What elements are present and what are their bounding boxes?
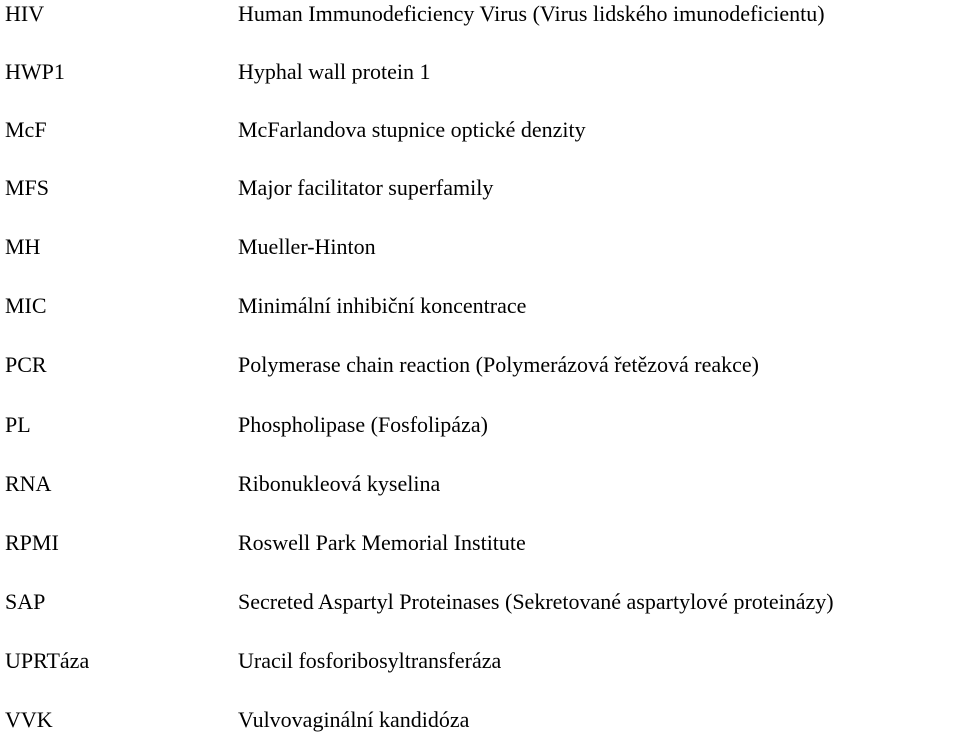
abbreviation-definition: Roswell Park Memorial Institute (238, 530, 526, 555)
abbreviation-term: MIC (5, 293, 47, 318)
abbreviation-definition: Major facilitator superfamily (238, 175, 494, 200)
abbreviation-row (0, 405, 960, 445)
abbreviation-term: PCR (5, 352, 47, 377)
abbreviation-row (0, 52, 960, 92)
abbreviation-row (0, 168, 960, 208)
abbreviation-term: HWP1 (5, 59, 65, 84)
abbreviation-term: RNA (5, 471, 52, 496)
abbreviation-term: MFS (5, 175, 50, 200)
abbreviation-row (0, 227, 960, 267)
abbreviation-definition: Polymerase chain reaction (Polymerázová řetězová reakce) (238, 352, 760, 377)
abbreviation-term: McF (5, 117, 47, 142)
abbreviation-row (0, 286, 960, 326)
abbreviation-definition: Human Immunodeficiency Virus (Virus lidského imunodeficientu) (238, 1, 825, 26)
abbreviation-term: UPRTáza (5, 648, 90, 673)
abbreviation-definition: Secreted Aspartyl Proteinases (Sekretované aspartylové proteinázy) (238, 589, 834, 614)
abbreviation-definition: Mueller-Hinton (238, 234, 376, 259)
abbreviation-term: VVK (5, 707, 53, 732)
abbreviation-term: SAP (5, 589, 46, 614)
abbreviation-row (0, 523, 960, 563)
abbreviation-row (0, 464, 960, 504)
abbreviation-row (0, 0, 960, 34)
abbreviation-definition: Ribonukleová kyselina (238, 471, 441, 496)
abbreviation-term: PL (5, 412, 31, 437)
abbreviation-row (0, 700, 960, 740)
abbreviation-definition: Hyphal wall protein 1 (238, 59, 431, 84)
abbreviation-definition: Vulvovaginální kandidóza (238, 707, 470, 732)
abbreviation-term: RPMI (5, 530, 59, 555)
abbreviation-row (0, 345, 960, 385)
abbreviation-definition: Minimální inhibiční koncentrace (238, 293, 527, 318)
abbreviation-term: HIV (5, 1, 45, 26)
abbreviation-row (0, 582, 960, 622)
abbreviation-term: MH (5, 234, 41, 259)
abbreviation-row (0, 110, 960, 150)
abbreviation-definition: McFarlandova stupnice optické denzity (238, 117, 586, 142)
abbreviation-definition: Uracil fosforibosyltransferáza (238, 648, 502, 673)
abbreviation-row (0, 641, 960, 681)
abbreviation-definition: Phospholipase (Fosfolipáza) (238, 412, 488, 437)
